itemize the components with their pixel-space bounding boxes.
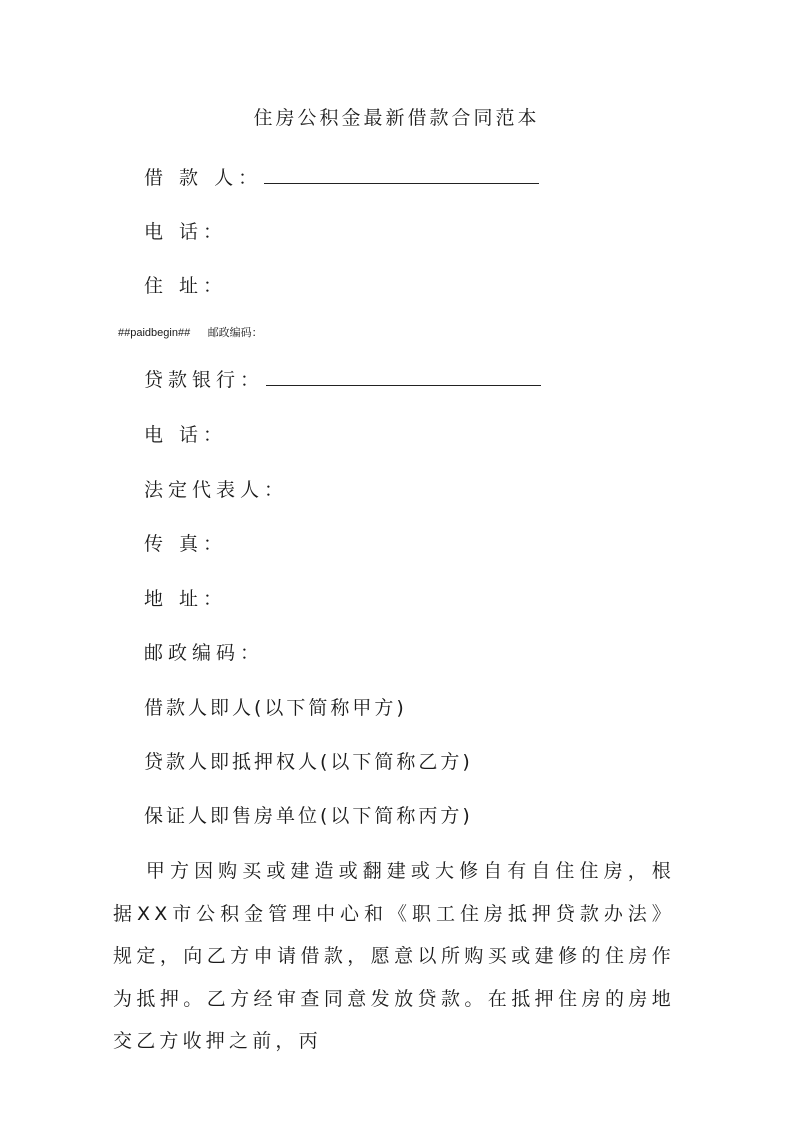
field-label: 传 真： xyxy=(144,533,228,555)
lender-bank-field xyxy=(144,365,541,392)
field-label: 住 址： xyxy=(144,275,228,297)
fill-blank xyxy=(266,367,541,386)
paid-marker-line xyxy=(118,324,263,340)
field-label: 法定代表人： xyxy=(144,479,289,501)
fax-field xyxy=(144,529,227,556)
bank-phone-field xyxy=(144,420,227,447)
paid-marker: ##paidbegin## xyxy=(118,327,191,339)
party-c: 保证人即售房单位(以下简称丙方) xyxy=(144,805,473,827)
fill-blank xyxy=(264,165,539,184)
legal-rep-field xyxy=(144,475,288,502)
postal-code-label: 邮政编码： xyxy=(207,326,263,339)
phone-field xyxy=(144,217,227,244)
party-b: 贷款人即抵押权人(以下简称乙方) xyxy=(144,751,473,773)
party-a: 借款人即人(以下简称甲方) xyxy=(144,697,407,719)
paragraph-text: 甲方因购买或建造或翻建或大修自有自住住房，根据XX市公积金管理中心和《职工住房抵押贷款办法》规定，向乙方申请借款，愿意以所购买或建修的住房作为抵押。乙方经审查同意发放贷款。在抵押住房的房地交乙方收押之前，丙 xyxy=(113,860,675,1052)
field-label: 电 话： xyxy=(144,424,228,446)
field-label: 电 话： xyxy=(144,221,228,243)
address-field xyxy=(144,271,227,298)
bank-address-field xyxy=(144,584,227,611)
borrower-field xyxy=(144,163,539,190)
bank-postal-field xyxy=(144,638,264,665)
field-label: 邮政编码： xyxy=(144,642,265,664)
field-label: 地 址： xyxy=(144,588,228,610)
field-label: 贷款银行： xyxy=(144,369,265,391)
body-paragraph xyxy=(113,850,675,1063)
document-title: 住房公积金最新借款合同范本 xyxy=(253,107,540,129)
field-label: 借 款 人： xyxy=(144,167,263,189)
